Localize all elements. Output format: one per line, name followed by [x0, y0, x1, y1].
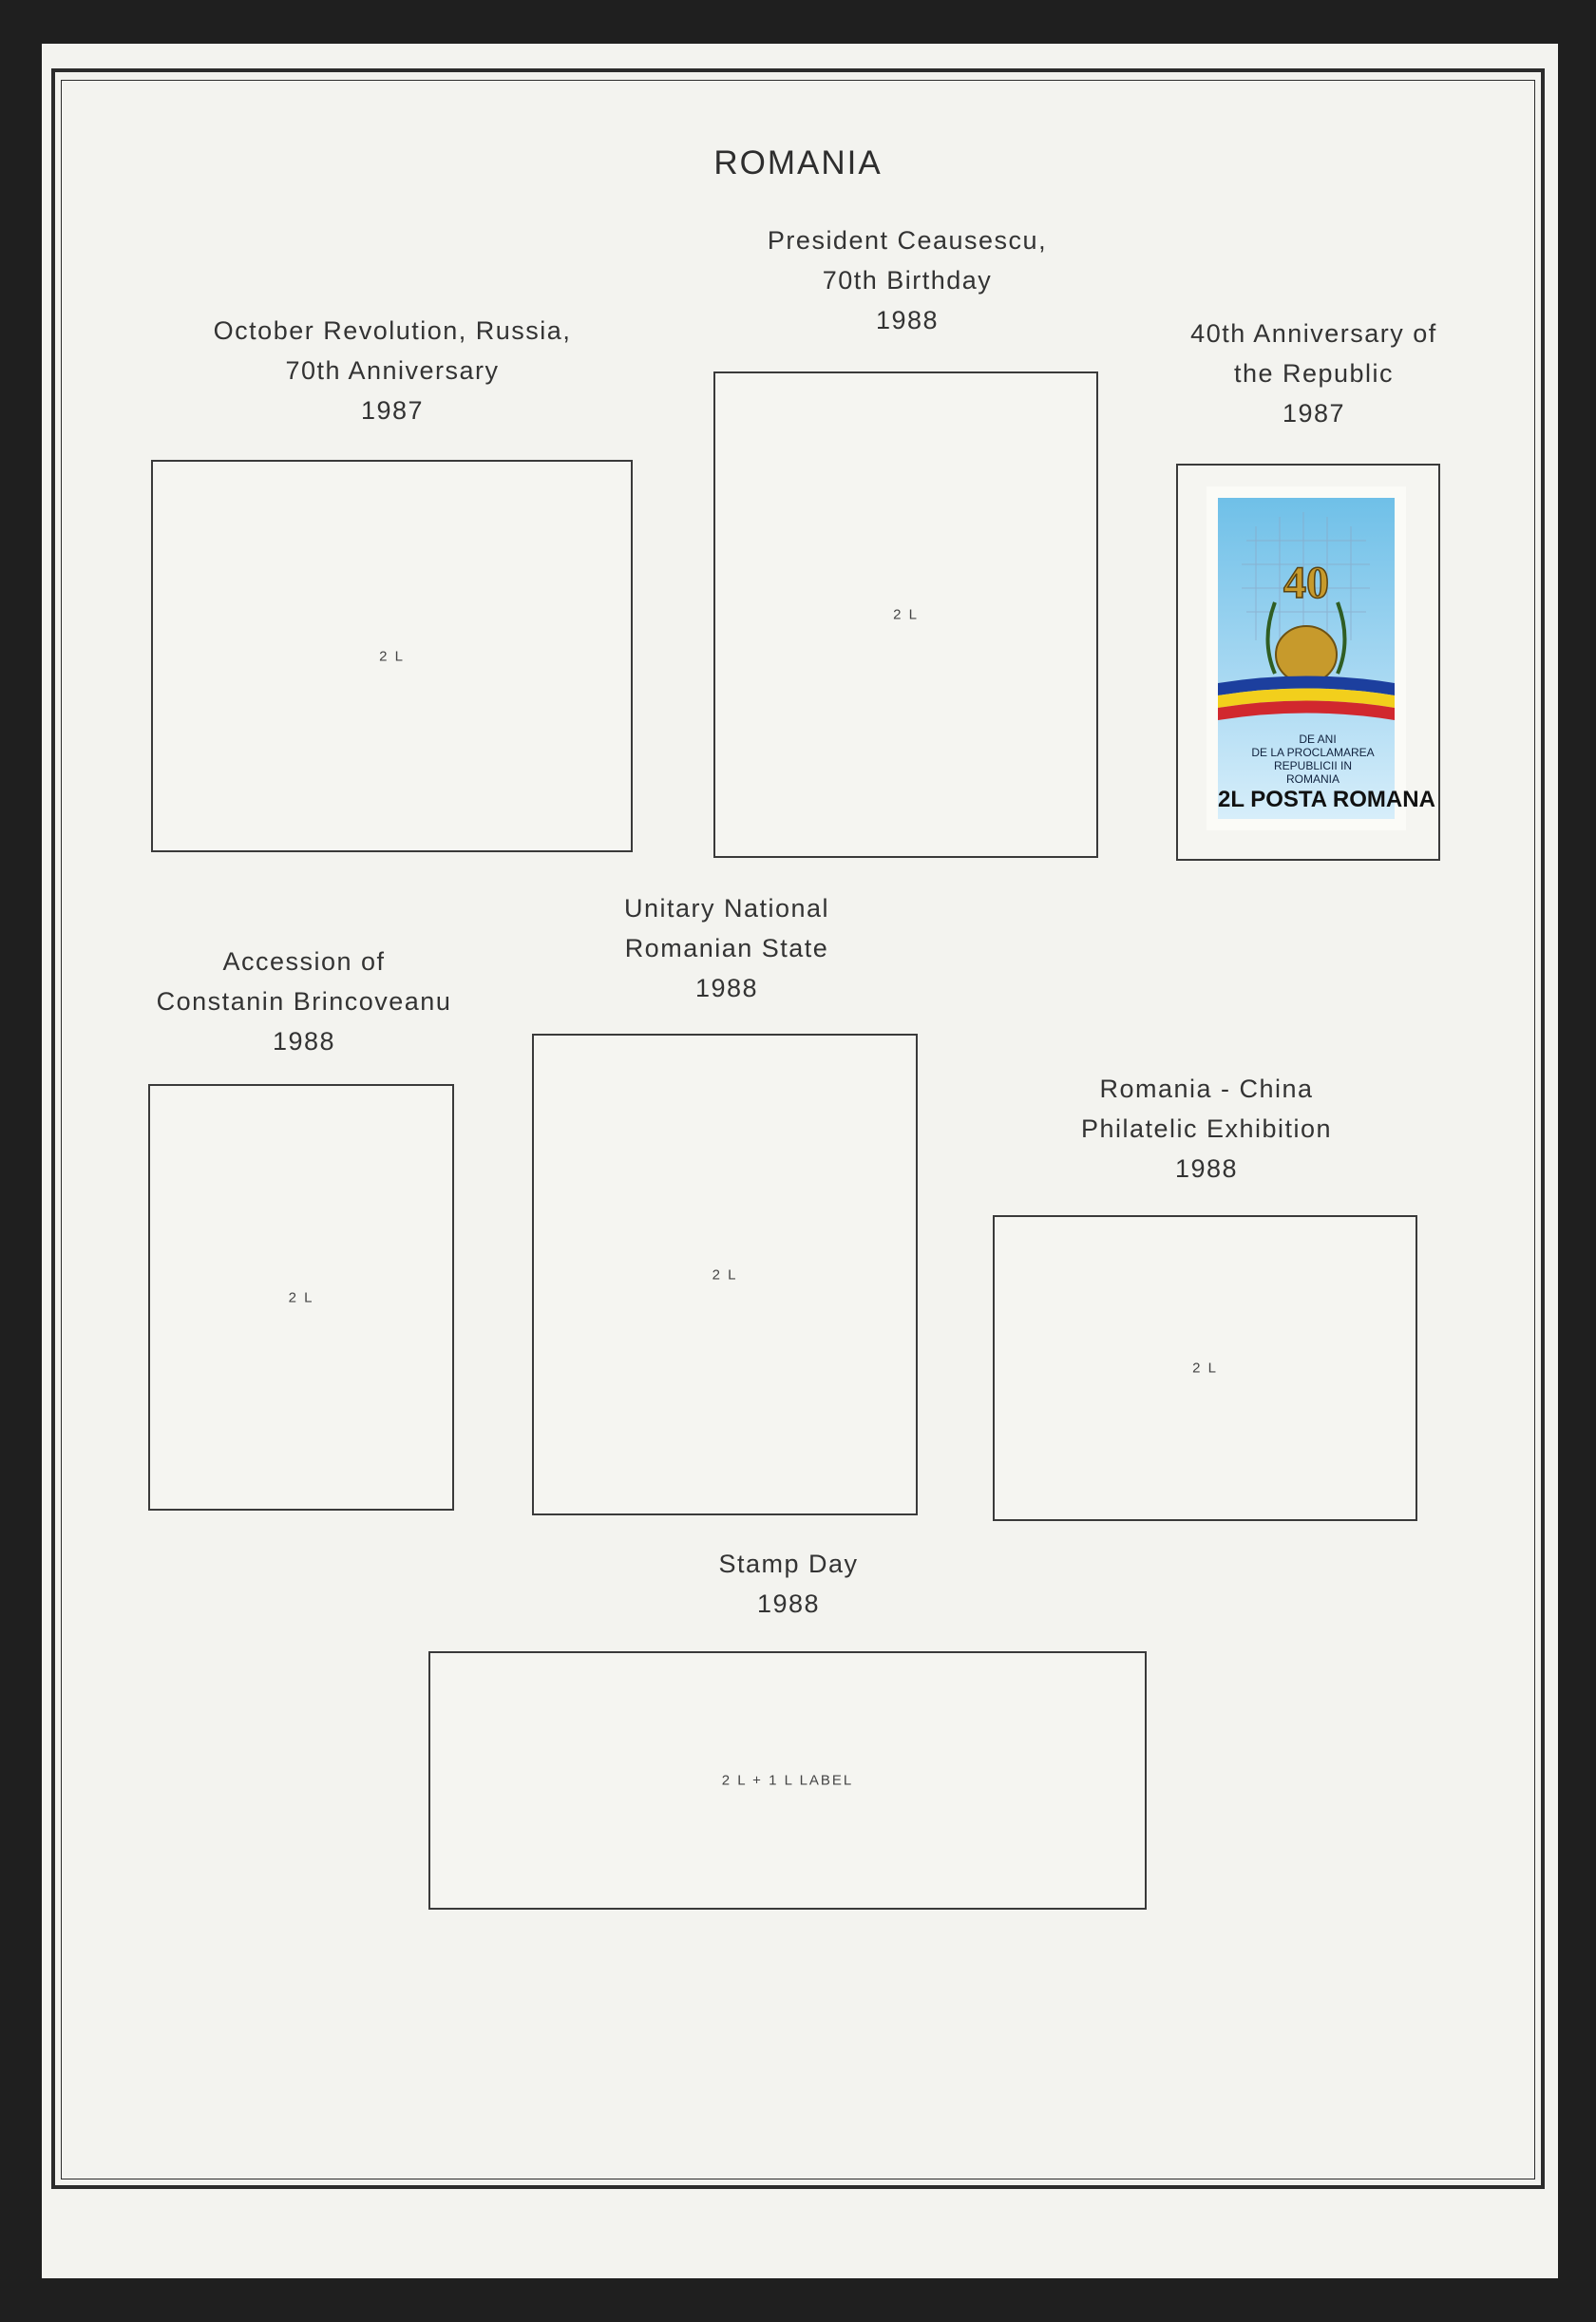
caption-line: 70th Birthday [822, 266, 993, 295]
stamp-illustration [1218, 498, 1435, 819]
caption-line: Philatelic Exhibition [1080, 1114, 1333, 1143]
page-title: ROMANIA [713, 144, 883, 181]
mounted-stamp [1206, 486, 1435, 830]
caption-line: 1987 [1282, 399, 1346, 428]
stamp-inscription-line: REPUBLICII IN [1273, 759, 1353, 772]
caption-october-revolution [155, 311, 630, 430]
wheat-right-icon [1338, 602, 1345, 674]
caption-line: Romanian State [624, 934, 829, 962]
stamp-inscription-line: DE ANI [1299, 733, 1337, 746]
caption-china-exhibition [1016, 1069, 1396, 1189]
denomination-label: 2 L [288, 1289, 314, 1305]
caption-line: October Revolution, Russia, [213, 316, 572, 345]
stamp-mount-brincoveanu [148, 1084, 454, 1511]
caption-brincoveanu [114, 942, 494, 1061]
caption-stamp-day [598, 1544, 978, 1624]
caption-line: 1988 [756, 1589, 821, 1618]
stamp-number: 40 [1283, 558, 1329, 608]
caption-line: Unitary National [623, 894, 830, 923]
denomination-label: 2 L [893, 606, 919, 623]
caption-line: 70th Anniversary [285, 356, 500, 385]
caption-republic-anniversary [1124, 314, 1504, 433]
caption-line: 1988 [272, 1027, 336, 1056]
denomination-label: 2 L + 1 L LABEL [721, 1772, 854, 1789]
caption-ceausescu-birthday [670, 220, 1145, 340]
caption-line: Constanin Brincoveanu [156, 987, 452, 1016]
stamp-inscription-line: DE LA PROCLAMAREA [1251, 746, 1375, 759]
stamp-inscription-line: ROMANIA [1285, 772, 1340, 786]
caption-line: 40th Anniversary of [1190, 319, 1437, 348]
caption-unitary-state [537, 888, 917, 1008]
stamp-mount-stamp-day [428, 1651, 1147, 1910]
stamp-mount-unitary-state [532, 1034, 918, 1515]
caption-line: Stamp Day [718, 1550, 859, 1578]
caption-line: 1988 [1174, 1154, 1239, 1183]
caption-line: Romania - China [1099, 1075, 1314, 1103]
caption-line: Accession of [222, 947, 386, 976]
caption-line: 1987 [360, 396, 425, 425]
wheat-left-icon [1268, 602, 1276, 674]
caption-line: the Republic [1233, 359, 1395, 388]
caption-line: 1988 [694, 974, 759, 1002]
caption-line: 1988 [875, 306, 940, 334]
stamp-value-line: 2L POSTA ROMANA [1218, 787, 1435, 812]
denomination-label: 2 L [1192, 1360, 1218, 1377]
stamp-mount-october-revolution [151, 460, 633, 852]
caption-line: President Ceausescu, [767, 226, 1048, 255]
stamp-mount-ceausescu-birthday [713, 371, 1098, 858]
denomination-label: 2 L [379, 648, 405, 664]
denomination-label: 2 L [712, 1266, 738, 1283]
stamp-artwork [1218, 498, 1435, 819]
coat-of-arms-emblem [1276, 626, 1337, 683]
stamp-mount-china-exhibition [993, 1215, 1417, 1521]
